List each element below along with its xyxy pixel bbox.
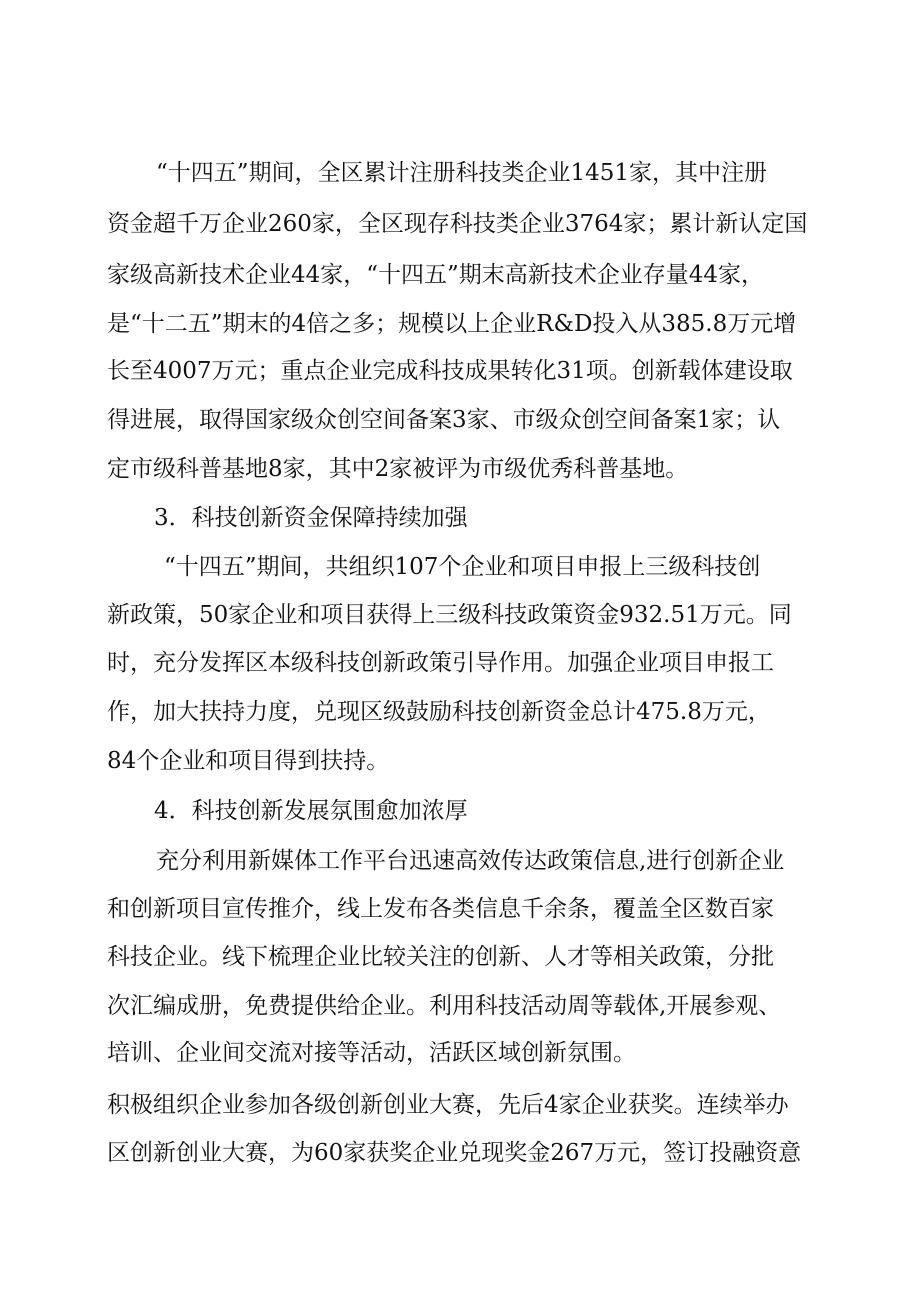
paragraph-3-line-1: 充分利用新媒体工作平台迅速高效传达政策信息,进行创新企业 bbox=[156, 848, 785, 874]
section-4-heading: 4．科技创新发展氛围愈加浓厚 bbox=[154, 798, 468, 824]
paragraph-1-line-6: 得进展，取得国家级众创空间备案3家、市级众创空间备案1家；认 bbox=[107, 407, 781, 433]
paragraph-4-line-2: 区创新创业大赛，为60家获奖企业兑现奖金267万元，签订投融资意 bbox=[107, 1140, 802, 1166]
paragraph-1-line-5: 长至4007万元；重点企业完成科技成果转化31项。创新载体建设取 bbox=[107, 358, 793, 384]
paragraph-2-line-4: 作，加大扶持力度，兑现区级鼓励科技创新资金总计475.8万元， bbox=[107, 699, 771, 725]
paragraph-2-line-3: 时，充分发挥区本级科技创新政策引导作用。加强企业项目申报工 bbox=[107, 650, 774, 676]
paragraph-1-line-3: 家级高新技术企业44家，“十四五”期末高新技术企业存量44家， bbox=[107, 262, 765, 288]
paragraph-1-line-2: 资金超千万企业260家，全区现存科技类企业3764家；累计新认定国 bbox=[107, 211, 808, 237]
paragraph-3-line-4: 次汇编成册，免费提供给企业。利用科技活动周等载体,开展参观、 bbox=[107, 993, 782, 1019]
paragraph-1-line-4: 是“十二五”期末的4倍之多；规模以上企业R&D投入从385.8万元增 bbox=[107, 311, 797, 337]
paragraph-1-line-7: 定市级科普基地8家，其中2家被评为市级优秀科普基地。 bbox=[107, 456, 689, 482]
paragraph-3-line-2: 和创新项目宣传推介，线上发布各类信息千余条，覆盖全区数百家 bbox=[107, 896, 774, 922]
paragraph-1-line-1: “十四五”期间，全区累计注册科技类企业1451家，其中注册 bbox=[156, 160, 768, 186]
paragraph-4-line-1: 积极组织企业参加各级创新创业大赛，先后4家企业获奖。连续举办 bbox=[107, 1092, 789, 1118]
paragraph-2-line-1: “十四五”期间，共组织107个企业和项目申报上三级科技创 bbox=[164, 554, 761, 580]
paragraph-2-line-2: 新政策，50家企业和项目获得上三级科技政策资金932.51万元。同 bbox=[107, 602, 792, 628]
paragraph-3-line-5: 培训、企业间交流对接等活动，活跃区域创新氛围。 bbox=[107, 1040, 636, 1066]
paragraph-2-line-5: 84个企业和项目得到扶持。 bbox=[107, 748, 390, 774]
section-3-heading: 3．科技创新资金保障持续加强 bbox=[154, 505, 468, 531]
paragraph-3-line-3: 科技企业。线下梳理企业比较关注的创新、人才等相关政策，分批 bbox=[107, 944, 774, 970]
